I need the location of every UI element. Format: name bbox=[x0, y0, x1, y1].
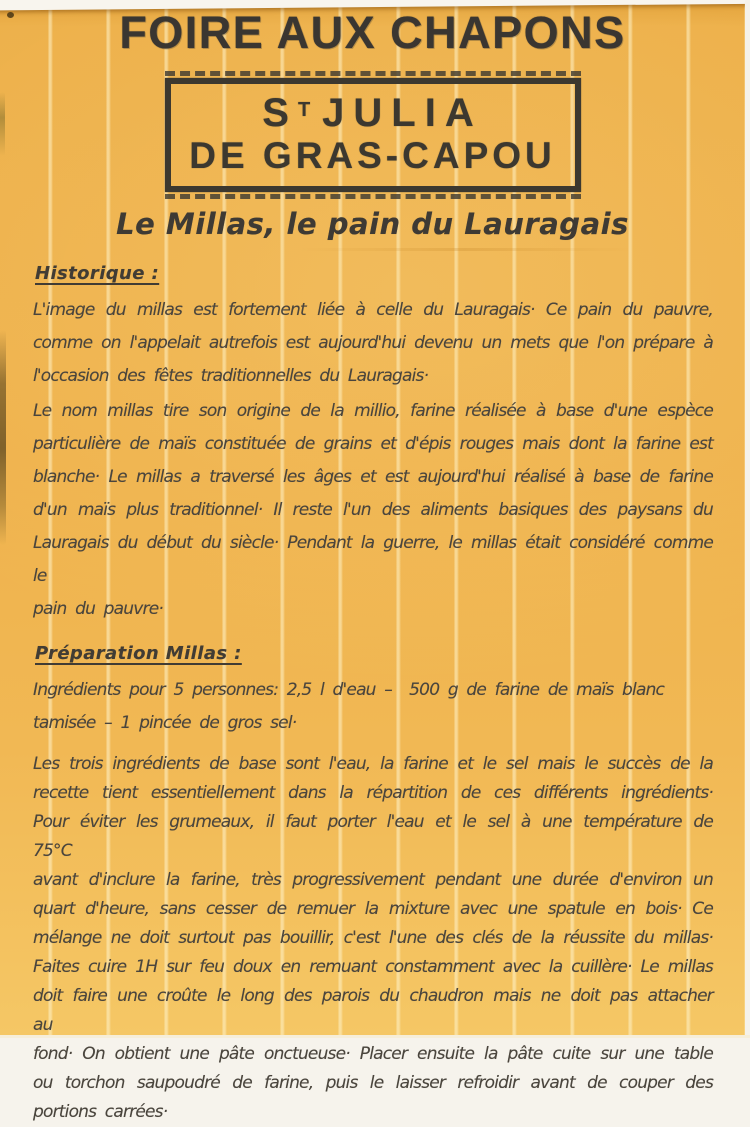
paragraph bbox=[33, 395, 722, 626]
scan-edge-right bbox=[745, 0, 750, 1038]
stamp-line1-base: S bbox=[262, 91, 298, 135]
section-heading-historique: Historique : bbox=[35, 263, 160, 284]
stamp-line-2: DE GRAS-CAPOU bbox=[189, 135, 556, 176]
section-heading-preparation: Préparation Millas : bbox=[35, 643, 242, 664]
section-preparation bbox=[33, 642, 722, 1127]
text-line: d'un maïs plus traditionnel· Il reste l'un des aliments basiques des paysans du bbox=[33, 500, 713, 520]
ink-speck bbox=[7, 12, 14, 18]
text-line: comme on l'appelait autrefois est aujourd'hui devenu un mets que l'on prépare à bbox=[33, 333, 713, 353]
document-body bbox=[0, 244, 745, 1127]
document-title: FOIRE AUX CHAPONS bbox=[119, 7, 626, 58]
edge-smudge-lower bbox=[0, 330, 6, 545]
stamp-line1-rest: JULIA bbox=[322, 91, 483, 135]
text-line: blanche· Le millas a traversé les âges et est aujourd'hui réalisé à base de farine bbox=[33, 467, 713, 487]
text-line: Le nom millas tire son origine de la millio, farine réalisée à base d'une espèce bbox=[33, 401, 713, 421]
text-line: Pour éviter les grumeaux, il faut porter l'eau et le sel à une température de 75°C bbox=[33, 812, 722, 861]
text-line: Faites cuire 1H sur feu doux en remuant constamment avec la cuillère· Le millas bbox=[33, 957, 713, 977]
text-line: portions carrées· bbox=[33, 1102, 168, 1122]
text-line: l'occasion des fêtes traditionnelles du Lauragais· bbox=[33, 366, 429, 386]
edge-smudge-upper bbox=[0, 92, 5, 156]
paragraph-ingredients bbox=[33, 674, 713, 740]
text-line: particulière de maïs constituée de grains et d'épis rouges mais dont la farine est bbox=[33, 434, 713, 454]
town-stamp bbox=[165, 78, 581, 192]
text-line: recette tient essentiellement dans la répartition de ces différents ingrédients· bbox=[33, 783, 713, 803]
section-historique bbox=[33, 262, 722, 626]
paragraph bbox=[33, 294, 713, 393]
text-line: pain du pauvre· bbox=[33, 599, 163, 619]
text-line: avant d'inclure la farine, très progressivement pendant une durée d'environ un bbox=[33, 870, 713, 890]
stamp-line-1 bbox=[175, 89, 571, 134]
stamp-line1-superscript: T bbox=[297, 99, 313, 121]
text-line: Ingrédients pour 5 personnes: 2,5 l d'eau – 500 g de farine de maïs blanc bbox=[33, 680, 665, 700]
text-line: Lauragais du début du siècle· Pendant la guerre, le millas était considéré comme le bbox=[33, 533, 722, 586]
paragraph-method bbox=[33, 750, 722, 1127]
text-line: doit faire une croûte le long des parois du chaudron mais ne doit pas attacher au bbox=[33, 986, 722, 1035]
document-subtitle: Le Millas, le pain du Lauragais bbox=[116, 207, 629, 241]
text-line: quart d'heure, sans cesser de remuer la mixture avec une spatule en bois· Ce bbox=[33, 899, 713, 919]
text-line: L'image du millas est fortement liée à celle du Lauragais· Ce pain du pauvre, bbox=[33, 300, 713, 320]
text-line: ou torchon saupoudré de farine, puis le laisser refroidir avant de couper des bbox=[33, 1073, 713, 1093]
text-line: tamisée – 1 pincée de gros sel· bbox=[33, 713, 297, 733]
text-line: mélange ne doit surtout pas bouillir, c'est l'une des clés de la réussite du millas· bbox=[33, 928, 713, 948]
text-line: fond· On obtient une pâte onctueuse· Placer ensuite la pâte cuite sur une table bbox=[33, 1044, 713, 1064]
text-line: Les trois ingrédients de base sont l'eau, la farine et le sel mais le succès de la bbox=[33, 754, 713, 774]
